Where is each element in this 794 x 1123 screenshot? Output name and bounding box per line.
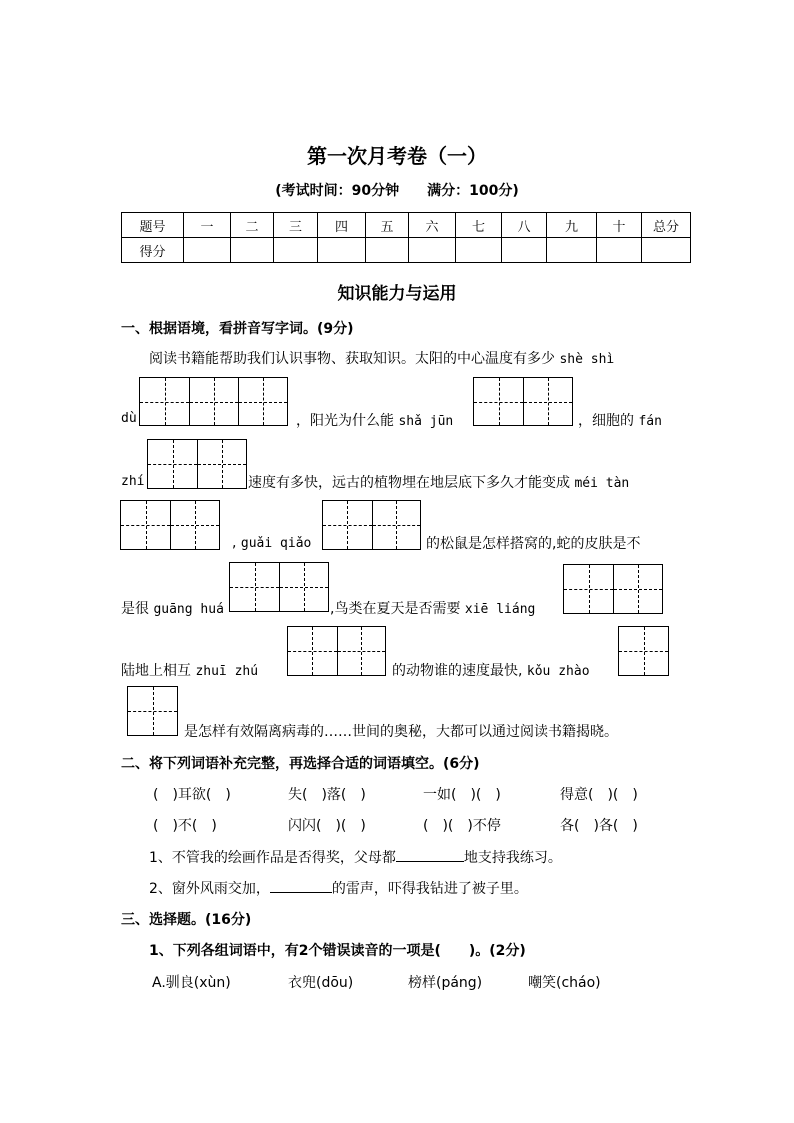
char-box-2[interactable] (563, 564, 663, 614)
score-table (121, 212, 691, 263)
pinyin: xiē liáng (464, 602, 536, 617)
exam-info (0, 180, 794, 200)
q1-text: ，细胞的 (578, 413, 634, 429)
q1-text: 阅读书籍能帮助我们认识事物、获取知识。太阳的中心温度有多少 (149, 351, 555, 367)
q2-word: 一如( )( ) (423, 787, 501, 803)
score-input-cell[interactable] (409, 238, 456, 263)
full-score: 满分：100分) (427, 183, 519, 199)
score-input-cell[interactable] (274, 238, 318, 263)
pinyin: zhí (121, 474, 145, 489)
score-input-cell[interactable] (318, 238, 366, 263)
char-box-2[interactable] (322, 500, 421, 550)
score-input-cell[interactable] (184, 238, 231, 263)
q1-line-7: 是怎样有效隔离病毒的……世间的奥秘，大都可以通过阅读书籍揭晓。 (184, 724, 618, 740)
pinyin: dù (121, 411, 137, 426)
question-3-1: 1、下列各组词语中，有2个错误读音的一项是( )。(2分) (149, 943, 526, 959)
q2-text: 的雷声，吓得我钻进了被子里。 (331, 881, 528, 897)
score-input-cell[interactable] (642, 238, 691, 263)
pinyin: shǎ jūn (398, 414, 454, 429)
table-cell: 一 (184, 213, 231, 238)
score-input-cell[interactable] (231, 238, 274, 263)
option-a-word: A.驯良(xùn) (152, 975, 231, 991)
q1-line-2 (296, 410, 453, 430)
q1-text: 是很 (121, 601, 149, 617)
q1-text: , (232, 535, 237, 551)
char-box-1[interactable] (127, 686, 178, 736)
q1-line-2b (578, 410, 662, 430)
q2-text: 地支持我练习。 (463, 850, 562, 866)
q2-word: 闪闪( )( ) (288, 818, 366, 834)
q1-line-4b: 的松鼠是怎样搭窝的,蛇的皮肤是不 (426, 536, 641, 552)
pinyin: méi tàn (574, 476, 630, 491)
char-box-2[interactable] (147, 439, 247, 489)
page-title: 第一次月考卷（一） (307, 144, 487, 168)
table-cell: 六 (409, 213, 456, 238)
q2-word: 失( )落( ) (288, 787, 366, 803)
table-cell: 总分 (642, 213, 691, 238)
score-input-cell[interactable] (456, 238, 502, 263)
pinyin: zhuī zhú (195, 664, 259, 679)
score-input-cell[interactable] (502, 238, 547, 263)
q1-line-5 (121, 598, 224, 618)
question-2-heading: 二、将下列词语补充完整，再选择合适的词语填空。(6分) (121, 756, 480, 772)
table-cell: 七 (456, 213, 502, 238)
score-table-score-row (122, 238, 691, 263)
char-box-2[interactable] (229, 562, 329, 612)
table-cell: 九 (547, 213, 597, 238)
q2-text: 1、不管我的绘画作品是否得奖，父母都 (149, 850, 396, 866)
q1-line-5b (330, 598, 535, 618)
q1-text: ,鸟类在夏天是否需要 (330, 601, 461, 617)
pinyin: fán (638, 414, 662, 429)
option-a-word: 衣兜(dōu) (288, 975, 354, 991)
q1-line-1 (149, 348, 614, 368)
pinyin: guǎi qiǎo (240, 536, 312, 551)
q1-text: 的动物谁的速度最快, (392, 663, 523, 679)
table-cell: 题号 (122, 213, 184, 238)
char-box-1[interactable] (618, 626, 669, 676)
score-input-cell[interactable] (597, 238, 642, 263)
q2-word: ( )不( ) (153, 818, 217, 834)
table-cell: 四 (318, 213, 366, 238)
q1-text: 速度有多快，远古的植物埋在地层底下多久才能变成 (248, 475, 570, 491)
score-input-cell[interactable] (547, 238, 597, 263)
fill-blank[interactable] (396, 847, 464, 862)
q1-line-4 (232, 535, 311, 551)
pinyin: guāng huá (153, 602, 224, 617)
table-cell: 三 (274, 213, 318, 238)
q1-line-6b (392, 660, 590, 680)
q2-word: 各( )各( ) (560, 818, 638, 834)
score-table-header-row (122, 213, 691, 238)
exam-time: (考试时间：90分钟 (275, 183, 400, 199)
q2-text: 2、窗外风雨交加， (149, 881, 270, 897)
pinyin: shè shì (559, 352, 615, 367)
option-a-word: 嘲笑(cháo) (528, 975, 601, 991)
q2-sentence-1 (149, 847, 562, 867)
section-title: 知识能力与运用 (337, 284, 457, 304)
table-cell: 十 (597, 213, 642, 238)
q1-text: ，阳光为什么能 (296, 413, 394, 429)
char-box-2[interactable] (287, 626, 386, 676)
q2-word: 得意( )( ) (560, 787, 638, 803)
question-1-heading: 一、根据语境，看拼音写字词。(9分) (121, 321, 354, 337)
fill-blank[interactable] (270, 878, 332, 893)
pinyin: kǒu zhào (526, 664, 590, 679)
table-cell: 八 (502, 213, 547, 238)
question-3-heading: 三、选择题。(16分) (121, 912, 252, 928)
char-box-3[interactable] (139, 377, 288, 426)
score-input-cell[interactable] (366, 238, 409, 263)
table-cell: 二 (231, 213, 274, 238)
char-box-2[interactable] (473, 377, 573, 426)
table-cell: 五 (366, 213, 409, 238)
table-cell: 得分 (122, 238, 184, 263)
option-a-word: 榜样(páng) (408, 975, 483, 991)
q2-sentence-2 (149, 878, 528, 898)
q2-word: ( )( )不停 (423, 818, 501, 834)
char-box-2[interactable] (120, 500, 220, 550)
q2-word: ( )耳欲( ) (153, 787, 231, 803)
q1-line-6 (121, 660, 258, 680)
q1-line-3 (248, 472, 629, 492)
q1-text: 陆地上相互 (121, 663, 191, 679)
